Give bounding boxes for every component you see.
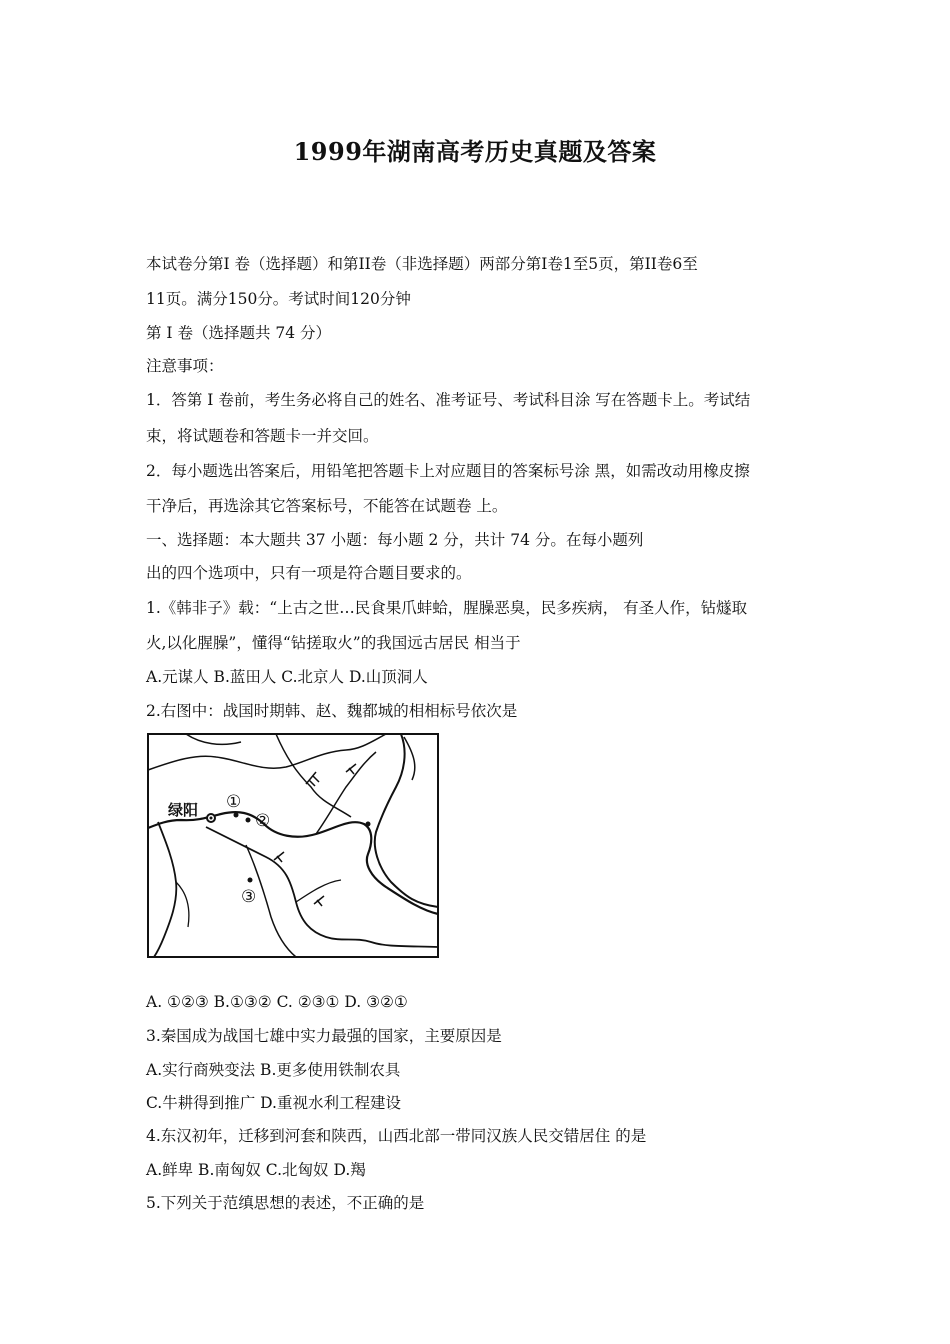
marker-2: ②: [255, 811, 271, 831]
marker-3: ③: [241, 887, 257, 907]
question-5-stem: 5.下列关于范缜思想的表述，不正确的是: [146, 1194, 425, 1212]
page-title: 1999年湖南高考历史真题及答案: [293, 137, 657, 166]
city-label: 绿阳: [168, 801, 199, 819]
question-4-options: A.鲜卑 B.南匈奴 C.北匈奴 D.羯: [146, 1161, 366, 1179]
question-2-options: A. ①②③ B.①③② C. ②③① D. ③②①: [146, 993, 408, 1011]
marker-1: ①: [226, 792, 242, 812]
intro-line-1: 本试卷分第Ⅰ 卷（选择题）和第II卷（非选择题）两部分第Ⅰ卷1至5页，第II卷6至: [146, 255, 698, 273]
notice-1-line-2: 束，将试题卷和答题卡一并交回。: [146, 427, 379, 445]
part1-line-2: 出的四个选项中，只有一项是符合题目要求的。: [146, 564, 472, 582]
question-1-line-2: 火,以化腥臊”，懂得“钻搓取火”的我国远古居民 相当于: [146, 634, 521, 652]
question-2-stem: 2.右图中：战国时期韩、赵、魏都城的相相标号依次是: [146, 702, 518, 720]
notice-1-line-1: 1．答第 Ⅰ 卷前，考生务必将自己的姓名、准考证号、考试科目涂 写在答题卡上。考试结: [146, 391, 751, 409]
question-4-stem: 4.东汉初年，迁移到河套和陕西，山西北部一带同汉族人民交错居住 的是: [146, 1127, 647, 1145]
question-1-options: A.元谋人 B.蓝田人 C.北京人 D.山顶洞人: [146, 668, 428, 686]
intro-line-2: 11页。满分150分。考试时间120分钟: [146, 290, 411, 308]
section-heading: 第 Ⅰ 卷（选择题共 74 分）: [146, 324, 332, 342]
question-3-stem: 3.秦国成为战国七雄中实力最强的国家，主要原因是: [146, 1027, 502, 1045]
notice-2-line-1: 2．每小题选出答案后，用铅笔把答题卡上对应题目的答案标号涂 黑，如需改动用橡皮擦: [146, 462, 750, 480]
warring-states-map: [146, 732, 440, 959]
notice-2-line-2: 干净后，再选涂其它答案标号，不能答在试题卷 上。: [146, 497, 508, 515]
question-3-options-2: C.牛耕得到推广 D.重视水利工程建设: [146, 1094, 401, 1112]
question-1-line-1: 1.《韩非子》载：“上古之世…民食果爪蚌蛤，腥臊恶臭，民多疾病， 有圣人作，钻燧取: [146, 599, 748, 617]
part1-line-1: 一、选择题：本大题共 37 小题：每小题 2 分，共计 74 分。在每小题列: [146, 531, 644, 549]
map-border: [148, 734, 438, 957]
question-3-options-1: A.实行商殃变法 B.更多使用铁制农具: [146, 1061, 401, 1079]
notice-title: 注意事项：: [146, 357, 224, 375]
